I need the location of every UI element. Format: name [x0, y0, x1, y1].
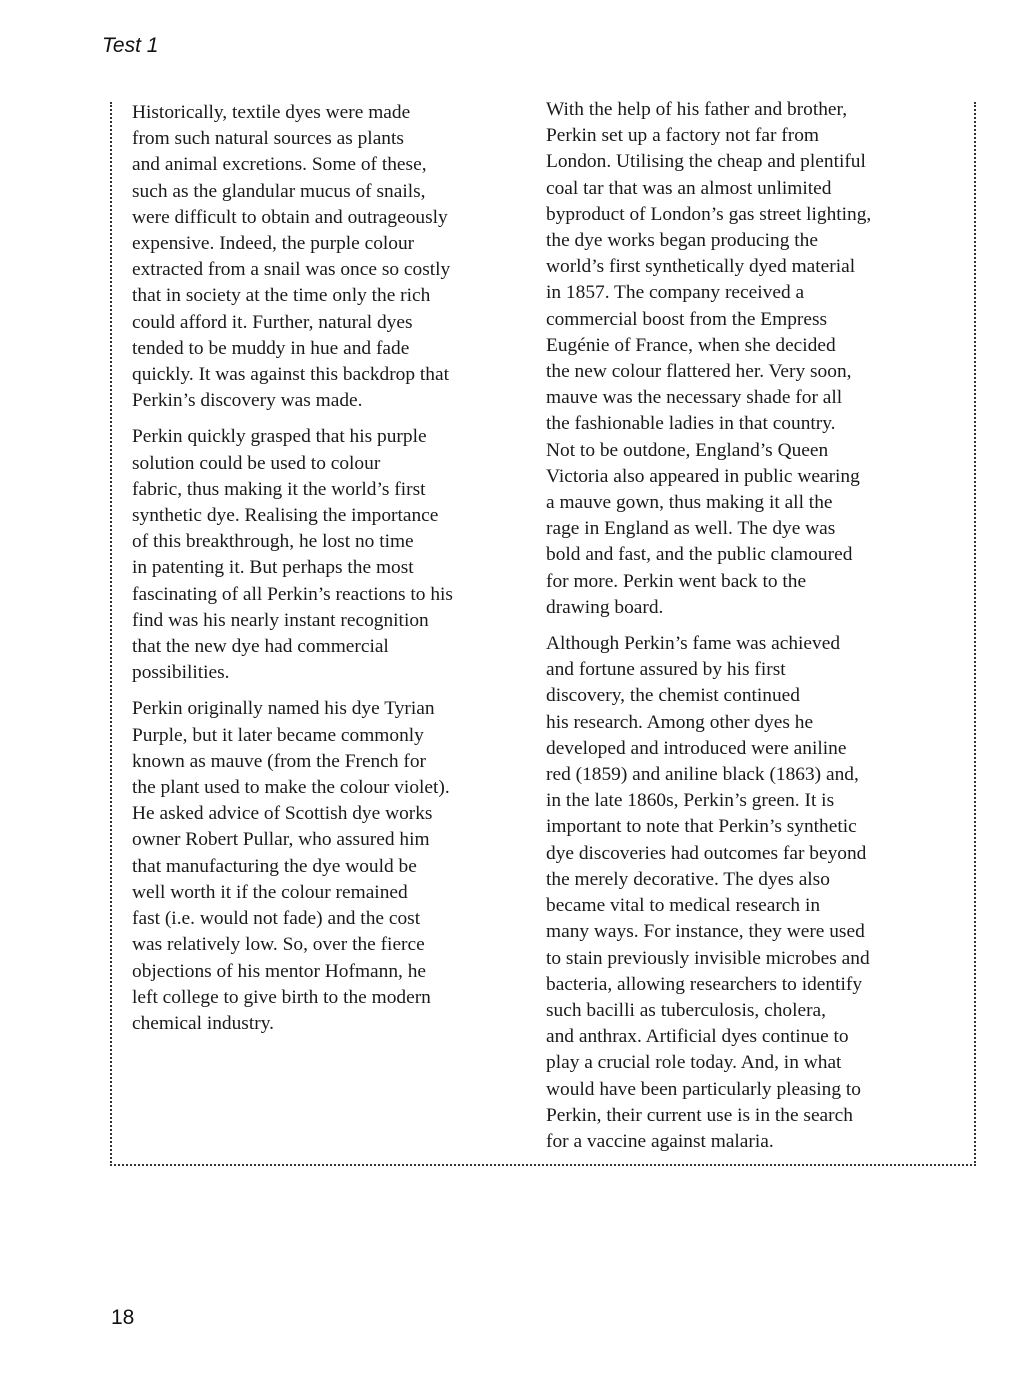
text-line: mauve was the necessary shade for all [546, 387, 843, 409]
text-line: left college to give birth to the modern [132, 986, 431, 1008]
text-line: his research. Among other dyes he [546, 711, 814, 733]
text-line: such as the glandular mucus of snails, [132, 180, 426, 202]
text-line: quickly. It was against this backdrop that [132, 364, 450, 386]
text-line: synthetic dye. Realising the importance [132, 505, 439, 527]
text-line: in patenting it. But perhaps the most [132, 557, 414, 579]
text-line: the merely decorative. The dyes also [546, 868, 830, 890]
right-column [546, 97, 946, 1165]
text-line: commercial boost from the Empress [546, 308, 828, 330]
text-line: well worth it if the colour remained [132, 881, 408, 903]
text-line: fascinating of all Perkin’s reactions to his [132, 583, 453, 605]
text-line: discovery, the chemist continued [546, 685, 800, 707]
text-line: fabric, thus making it the world’s first [132, 478, 426, 500]
text-line: Perkin quickly grasped that his purple [132, 426, 427, 448]
text-line: rage in England as well. The dye was [546, 518, 836, 540]
text-line: chemical industry. [132, 1012, 274, 1034]
text-line: a mauve gown, thus making it all the [546, 492, 833, 514]
text-line: Eugénie of France, when she decided [546, 334, 836, 356]
text-line: Perkin set up a factory not far from [546, 125, 819, 147]
text-line: of this breakthrough, he lost no time [132, 531, 414, 553]
page-number: 18 [111, 1306, 135, 1329]
text-line: world’s first synthetically dyed material [546, 256, 856, 278]
text-line: could afford it. Further, natural dyes [132, 311, 413, 333]
text-line: many ways. For instance, they were used [546, 921, 865, 943]
text-line: fast (i.e. would not fade) and the cost [132, 908, 421, 930]
text-line: owner Robert Pullar, who assured him [132, 829, 430, 851]
text-line: Perkin originally named his dye Tyrian [132, 698, 435, 720]
text-line: Perkin, their current use is in the search [546, 1104, 853, 1126]
paragraph [546, 97, 946, 621]
text-line: bold and fast, and the public clamoured [546, 544, 853, 566]
text-line: the fashionable ladies in that country. [546, 413, 836, 435]
text-line: to stain previously invisible microbes and [546, 947, 870, 969]
text-line: the plant used to make the colour violet). [132, 777, 450, 799]
paragraph [546, 631, 946, 1155]
text-line: and anthrax. Artificial dyes continue to [546, 1026, 849, 1048]
text-line: developed and introduced were aniline [546, 737, 847, 759]
paragraph [132, 424, 532, 686]
text-line: important to note that Perkin’s synthetic [546, 816, 857, 838]
text-line: dye discoveries had outcomes far beyond [546, 842, 867, 864]
text-line: byproduct of London’s gas street lighting, [546, 203, 872, 225]
text-line: Victoria also appeared in public wearing [546, 465, 860, 487]
text-line: London. Utilising the cheap and plentiful [546, 151, 866, 173]
text-line: became vital to medical research in [546, 895, 821, 917]
text-line: Perkin’s discovery was made. [132, 390, 363, 412]
text-line: With the help of his father and brother, [546, 99, 848, 120]
text-line: and animal excretions. Some of these, [132, 154, 427, 176]
page-header-title: Test 1 [102, 34, 159, 57]
text-line: extracted from a snail was once so costly [132, 259, 451, 281]
text-line: the dye works began producing the [546, 230, 818, 252]
text-line: known as mauve (from the French for [132, 750, 427, 772]
text-line: in 1857. The company received a [546, 282, 805, 304]
text-line: solution could be used to colour [132, 452, 381, 474]
text-line: tended to be muddy in hue and fade [132, 337, 410, 359]
text-line: play a crucial role today. And, in what [546, 1052, 842, 1074]
text-line: Purple, but it later became commonly [132, 724, 424, 746]
text-line: was relatively low. So, over the fierce [132, 934, 425, 956]
text-line: red (1859) and aniline black (1863) and, [546, 764, 859, 786]
text-line: drawing board. [546, 596, 664, 618]
text-line: find was his nearly instant recognition [132, 609, 429, 631]
text-line: expensive. Indeed, the purple colour [132, 233, 415, 255]
text-line: and fortune assured by his first [546, 659, 786, 681]
text-line: Not to be outdone, England’s Queen [546, 439, 829, 461]
text-line: He asked advice of Scottish dye works [132, 803, 433, 825]
text-line: coal tar that was an almost unlimited [546, 177, 832, 199]
text-line: for more. Perkin went back to the [546, 570, 807, 592]
text-line: that in society at the time only the rich [132, 285, 431, 307]
text-line: that the new dye had commercial [132, 636, 389, 658]
text-line: objections of his mentor Hofmann, he [132, 960, 427, 982]
text-line: bacteria, allowing researchers to identify [546, 973, 863, 995]
text-line: Although Perkin’s fame was achieved [546, 633, 841, 655]
text-line: Historically, textile dyes were made [132, 102, 411, 123]
text-line: possibilities. [132, 662, 230, 684]
text-line: in the late 1860s, Perkin’s green. It is [546, 790, 835, 812]
text-line: such bacilli as tuberculosis, cholera, [546, 999, 826, 1021]
left-column [132, 100, 532, 1047]
paragraph [132, 100, 532, 414]
text-line: from such natural sources as plants [132, 128, 404, 150]
text-line: would have been particularly pleasing to [546, 1078, 861, 1100]
text-line: were difficult to obtain and outrageously [132, 206, 448, 228]
text-line: the new colour flattered her. Very soon, [546, 361, 852, 383]
paragraph [132, 696, 532, 1037]
text-line: for a vaccine against malaria. [546, 1130, 774, 1152]
text-line: that manufacturing the dye would be [132, 855, 417, 877]
